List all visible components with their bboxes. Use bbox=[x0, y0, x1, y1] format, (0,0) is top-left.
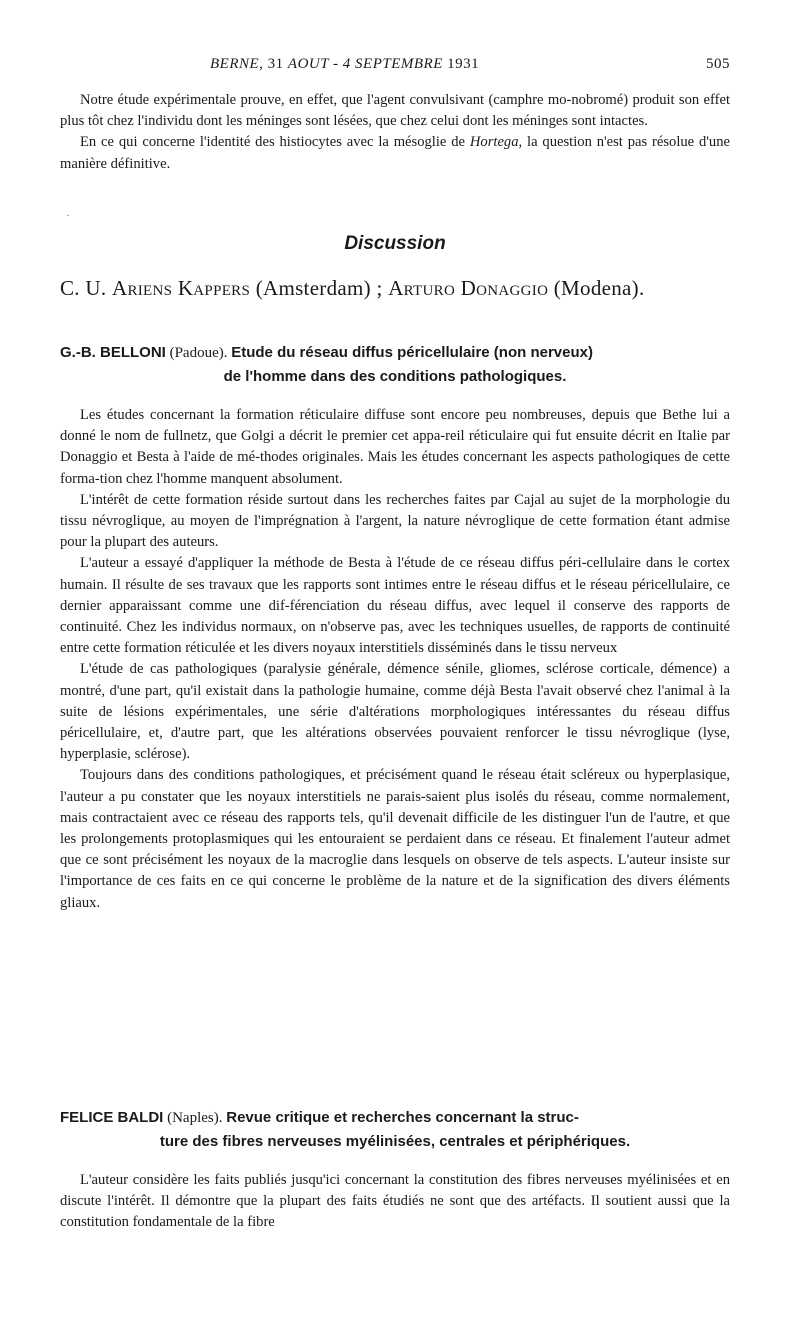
intro-paragraph: En ce qui concerne l'identité des histiocytes avec la mésoglie de Hortega, la question n'est pas résolue d'une manière définitive. bbox=[60, 134, 730, 172]
article-body-baldi bbox=[60, 1170, 730, 1234]
intro-paragraph: Notre étude expérimentale prouve, en effet, que l'agent convulsivant (camphre mo-nobromé) produit son effet plus tôt chez l'individu dont les méninges sont lésées, que chez celui dont les méninges sont intactes. bbox=[60, 92, 730, 130]
running-head-title: BERNE, 31 AOUT - 4 SEPTEMBRE 1931 bbox=[210, 56, 480, 72]
article-title-continued: ture des fibres nerveuses myélinisées, centrales et périphériques. bbox=[159, 1133, 631, 1150]
page-number: 505 bbox=[706, 56, 730, 72]
author-name: Arturo Donaggio bbox=[388, 276, 549, 300]
stray-mark: · bbox=[66, 208, 70, 222]
discussion-heading: Discussion bbox=[344, 233, 446, 254]
article-title-continued: de l'homme dans des conditions pathologiques. bbox=[223, 368, 567, 385]
article-heading-belloni: G.-B. BELLONI (Padoue). Etude du réseau diffus péricellulaire (non nerveux) de l'homme dans des conditions pathologiques. bbox=[60, 341, 730, 388]
discussion-authors: C. U. Ariens Kappers (Amsterdam) ; Arturo Donaggio (Modena). bbox=[60, 276, 645, 300]
author-name: Ariens Kappers bbox=[111, 276, 251, 300]
body-paragraph: Toujours dans des conditions pathologiques, et précisément quand le réseau était scléreux ou hyperplasique, l'auteur a pu constater que les noyaux interstitiels ne parais-saient plus isolés du réseau, comme normalement, mais contractaient avec ce réseau des rapports tels, qu'il devenait difficile de les distinguer l'un de l'autre, et que les prolongements protoplasmiques qui les entouraient se perdaient dans ce réseau. Et finalement l'auteur admet que ce sont précisément les noyaux de la macroglie dans lesquels on observe de tels aspects. L'auteur insiste sur l'importance de ces faits en ce qui concerne le problème de la nature et de la signification des divers éléments gliaux. bbox=[60, 767, 730, 911]
article-author: G.-B. BELLONI bbox=[60, 344, 166, 361]
article-title: Revue critique et recherches concernant la struc- bbox=[226, 1109, 579, 1126]
intro-text bbox=[60, 90, 730, 175]
body-paragraph: L'auteur considère les faits publiés jusqu'ici concernant la constitution des fibres nerveuses myélinisées et en discute l'intérêt. Il démontre que la plupart des faits étudiés ne sont que des artéfacts. Il soutient aussi que la constitution fondamentale de la fibre bbox=[60, 1172, 730, 1231]
article-author: FELICE BALDI bbox=[60, 1109, 164, 1126]
article-title: Etude du réseau diffus péricellulaire (non nerveux) bbox=[231, 344, 593, 361]
running-head bbox=[60, 56, 730, 76]
body-paragraph: L'étude de cas pathologiques (paralysie générale, démence sénile, gliomes, sclérose corticale, démence) a montré, d'une part, qu'il existait dans la pathologie humaine, comme déjà Besta l'avait observé chez l'animal à la suite de lésions expérimentales, une série d'altérations morphologiques intéressantes du réseau diffus péricellulaire, et, d'autre part, que les altérations observées pouvaient renforcer le tissu névroglique (lyse, hyperplasie, sclérose). bbox=[60, 661, 730, 763]
body-paragraph: L'intérêt de cette formation réside surtout dans les recherches faites par Cajal au sujet de la morphologie du tissu névroglique, au moyen de l'imprégnation à l'argent, la nature névroglique de cette formation étant admise pour la plupart des auteurs. bbox=[60, 491, 730, 551]
body-paragraph: L'auteur a essayé d'appliquer la méthode de Besta à l'étude de ce réseau diffus péri-cellulaire dans le cortex humain. Il résulte de ses travaux que les rapports sont intimes entre le réseau diffus et le réseau péricellulaire, ce dernier apparaissant comme une dif-férenciation du réseau diffus, avec lequel il conserve des rapports de continuité. Chez les individus normaux, on n'observe pas, avec les techniques usuelles, de rapports de continuité entre cette formation réticulée et les divers noyaux interstitiels disséminés dans le tissu nerveux bbox=[60, 555, 730, 657]
article-heading-baldi: FELICE BALDI (Naples). Revue critique et recherches concernant la struc- ture des fibres nerveuses myélinisées, centrales et périphériques. bbox=[60, 1106, 730, 1153]
body-paragraph: Les études concernant la formation réticulaire diffuse sont encore peu nombreuses, depuis que Bethe lui a donné le nom de fullnetz, que Golgi a décrit le premier cet appa-reil réticulaire qui fut ensuite décrit en Italie par Donaggio et Besta à l'aide de mé-thodes originales. Mais les études concernant les aspects pathologiques de cette forma-tion chez l'homme manquent absolument. bbox=[60, 407, 730, 487]
article-body-belloni bbox=[60, 405, 730, 914]
